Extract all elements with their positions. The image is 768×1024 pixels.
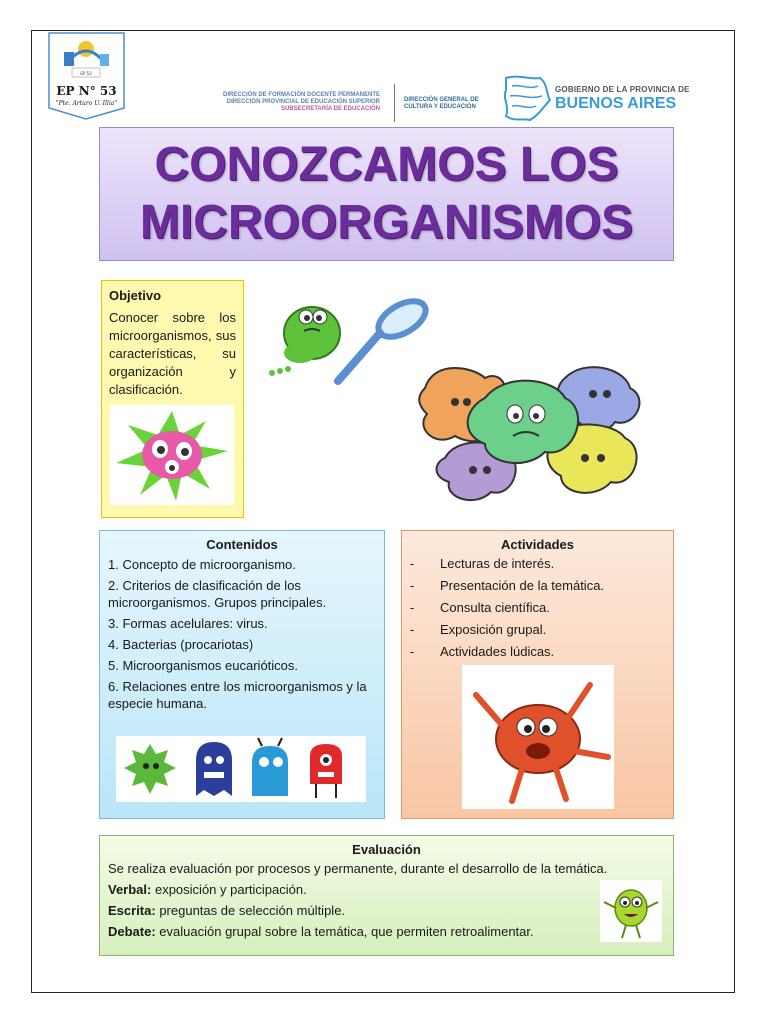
list-item-text: Lecturas de interés. [440, 556, 555, 571]
list-item: 4. Bacterias (procariotas) [108, 637, 254, 652]
evaluacion-debate [108, 923, 665, 940]
verbal-label: Verbal: [108, 882, 152, 897]
dg-line: CULTURA Y EDUCACIÓN [404, 104, 476, 110]
svg-text:EP 53: EP 53 [80, 71, 92, 76]
red-germ-icon [462, 665, 614, 809]
gov-line: GOBIERNO DE LA PROVINCIA DE [555, 85, 690, 94]
province-logo-icon [500, 74, 552, 124]
institution-line: DIRECCIÓN DE FORMACIÓN DOCENTE PERMANENTE [222, 92, 380, 98]
pink-virus-icon [110, 405, 234, 505]
page-title: CONOZCAMOS LOS MICROORGANISMOS [139, 138, 634, 249]
list-dash: - [410, 622, 415, 637]
list-item: 1. Concepto de microorganismo. [108, 557, 296, 572]
list-item [410, 599, 665, 616]
list-item-text: Actividades lúdicas. [440, 644, 555, 659]
list-item-text: Exposición grupal. [440, 622, 547, 637]
list-item [410, 555, 665, 572]
list-item [410, 643, 665, 660]
gov-province: BUENOS AIRES [555, 95, 677, 112]
header-divider [394, 84, 395, 122]
objetivo-heading: Objetivo [109, 288, 162, 303]
school-name: EP N° 53 [56, 84, 117, 98]
list-dash: - [410, 644, 415, 659]
title-banner [99, 127, 674, 261]
dg-block [404, 97, 496, 111]
escrita-text: preguntas de selección múltiple. [155, 903, 346, 918]
list-item: 2. Criterios de clasificación de los microorganismos. Grupos principales. [108, 578, 327, 610]
list-item: 6. Relaciones entre los microorganismos y la especie humana. [108, 679, 367, 711]
list-item-text: Presentación de la temática. [440, 578, 605, 593]
institution-line: DIRECCIÓN PROVINCIAL DE EDUCACIÓN SUPERIOR [226, 99, 380, 105]
escrita-label: Escrita: [108, 903, 156, 918]
institution-line: SUBSECRETARÍA DE EDUCACIÓN [280, 106, 380, 112]
dg-line: DIRECCIÓN GENERAL DE [404, 97, 479, 103]
monster-row-icon [116, 736, 366, 802]
list-item [410, 577, 665, 594]
objetivo-text: Conocer sobre los microorganismos, sus características, su organización y clasificación. [109, 310, 236, 397]
list-dash: - [410, 556, 415, 571]
debate-label: Debate: [108, 924, 156, 939]
contenidos-box [99, 530, 385, 819]
list-dash: - [410, 578, 415, 593]
list-item: 3. Formas acelulares: virus. [108, 616, 268, 631]
objetivo-box [101, 280, 244, 518]
list-dash: - [410, 600, 415, 615]
school-patron: "Pte. Arturo U. Illia" [55, 100, 118, 107]
list-item: 5. Microorganismos eucarióticos. [108, 658, 299, 673]
evaluacion-escrita [108, 902, 665, 919]
school-badge [48, 32, 125, 120]
list-item [410, 621, 665, 638]
contenidos-list [108, 556, 376, 712]
evaluacion-box [99, 835, 674, 956]
germ-group-icon [415, 358, 655, 508]
actividades-heading: Actividades [501, 537, 574, 552]
actividades-box [401, 530, 674, 819]
verbal-text: exposición y participación. [151, 882, 307, 897]
contenidos-heading: Contenidos [206, 537, 278, 552]
actividades-list [410, 555, 665, 660]
evaluacion-heading: Evaluación [352, 842, 421, 857]
evaluacion-verbal [108, 881, 665, 898]
institution-block [200, 92, 380, 113]
debate-text: evaluación grupal sobre la temática, que permiten retroalimentar. [155, 924, 534, 939]
list-item-text: Consulta científica. [440, 600, 550, 615]
evaluacion-intro: Se realiza evaluación por procesos y permanente, durante el desarrollo de la temática. [108, 861, 608, 876]
green-germ-icon [600, 880, 662, 942]
